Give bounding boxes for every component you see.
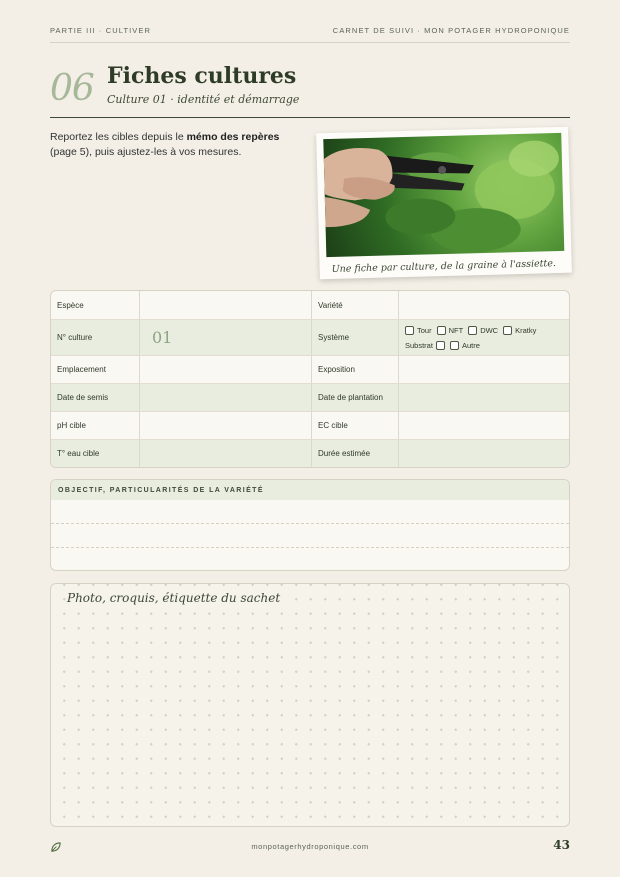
field-label-temperature-eau: T° eau cible <box>51 440 140 467</box>
field-input-culture-number[interactable] <box>140 320 312 355</box>
field-label-variete: Variété <box>312 291 399 319</box>
pruning-photo <box>323 133 564 257</box>
photo-polaroid <box>316 127 572 280</box>
option-kratky[interactable] <box>503 323 536 338</box>
checkbox-substrat[interactable] <box>436 341 445 350</box>
header-divider <box>50 42 570 43</box>
table-row <box>51 320 569 356</box>
intro-text-start: Reportez les cibles depuis le <box>50 131 187 143</box>
table-row <box>51 356 569 384</box>
checkbox-kratky[interactable] <box>503 326 512 335</box>
page-title: Fiches cultures <box>107 63 297 89</box>
intro-text <box>50 130 290 160</box>
objective-line[interactable] <box>51 500 569 524</box>
option-tour-label: Tour <box>417 325 432 335</box>
field-input-ec-cible[interactable] <box>399 412 569 439</box>
field-label-ph-cible: pH cible <box>51 412 140 439</box>
section-label: PARTIE III · CULTIVER <box>50 26 152 35</box>
checkbox-tour[interactable] <box>405 326 414 335</box>
option-substrat[interactable] <box>405 338 445 353</box>
basil-pruning-illustration <box>323 133 564 257</box>
objective-heading: OBJECTIF, PARTICULARITÉS DE LA VARIÉTÉ <box>51 480 569 500</box>
option-nft[interactable] <box>437 323 464 338</box>
culture-identity-table <box>50 290 570 468</box>
intro-text-end: (page 5), puis ajustez-les à vos mesures. <box>50 146 242 158</box>
objective-line[interactable] <box>51 548 569 571</box>
intro-link-memo: mémo des repères <box>186 131 280 143</box>
title-divider <box>50 117 570 118</box>
page-number: 43 <box>553 838 570 852</box>
table-row <box>51 412 569 440</box>
option-dwc-label: DWC <box>480 325 499 335</box>
system-options <box>405 320 569 356</box>
field-input-systeme <box>399 320 569 355</box>
option-substrat-label: Substrat <box>405 340 433 350</box>
sketch-area[interactable] <box>50 583 570 827</box>
field-label-exposition: Exposition <box>312 356 399 383</box>
option-nft-label: NFT <box>448 325 464 335</box>
table-row <box>51 384 569 412</box>
field-input-ph-cible[interactable] <box>140 412 312 439</box>
objective-line[interactable] <box>51 524 569 548</box>
option-autre-label: Autre <box>461 340 480 350</box>
checkbox-nft[interactable] <box>437 326 446 335</box>
field-input-date-semis[interactable] <box>140 384 312 411</box>
field-input-duree-estimee[interactable] <box>399 440 569 467</box>
option-kratky-label: Kratky <box>515 325 537 335</box>
field-label-date-semis: Date de semis <box>51 384 140 411</box>
field-label-ec-cible: EC cible <box>312 412 399 439</box>
field-label-systeme: Système <box>312 320 399 355</box>
field-input-espece[interactable] <box>140 291 312 319</box>
field-input-date-plantation[interactable] <box>399 384 569 411</box>
field-input-temperature-eau[interactable] <box>140 440 312 467</box>
field-label-date-plantation: Date de plantation <box>312 384 399 411</box>
running-header <box>50 26 570 35</box>
checkbox-autre[interactable] <box>450 341 459 350</box>
table-row <box>51 440 569 467</box>
book-title: CARNET DE SUIVI · MON POTAGER HYDROPONIQUE <box>332 26 570 35</box>
culture-number-value: 01 <box>152 328 173 347</box>
objective-box <box>50 479 570 571</box>
field-input-emplacement[interactable] <box>140 356 312 383</box>
checkbox-dwc[interactable] <box>468 326 477 335</box>
field-label-espece: Espèce <box>51 291 140 319</box>
field-label-emplacement: Emplacement <box>51 356 140 383</box>
field-input-variete[interactable] <box>399 291 569 319</box>
photo-caption: Une fiche par culture, de la graine à l'assiette. <box>331 258 557 275</box>
option-tour[interactable] <box>405 323 432 338</box>
sketch-title: Photo, croquis, étiquette du sachet <box>67 591 284 605</box>
footer-website: monpotagerhydroponique.com <box>251 842 369 851</box>
page-subtitle: Culture 01 · identité et démarrage <box>107 93 300 106</box>
field-label-culture-number: N° culture <box>51 320 140 355</box>
field-label-duree-estimee: Durée estimée <box>312 440 399 467</box>
option-dwc[interactable] <box>468 323 498 338</box>
field-input-exposition[interactable] <box>399 356 569 383</box>
option-autre[interactable] <box>450 338 480 353</box>
chapter-number: 06 <box>50 68 94 109</box>
table-row <box>51 291 569 320</box>
